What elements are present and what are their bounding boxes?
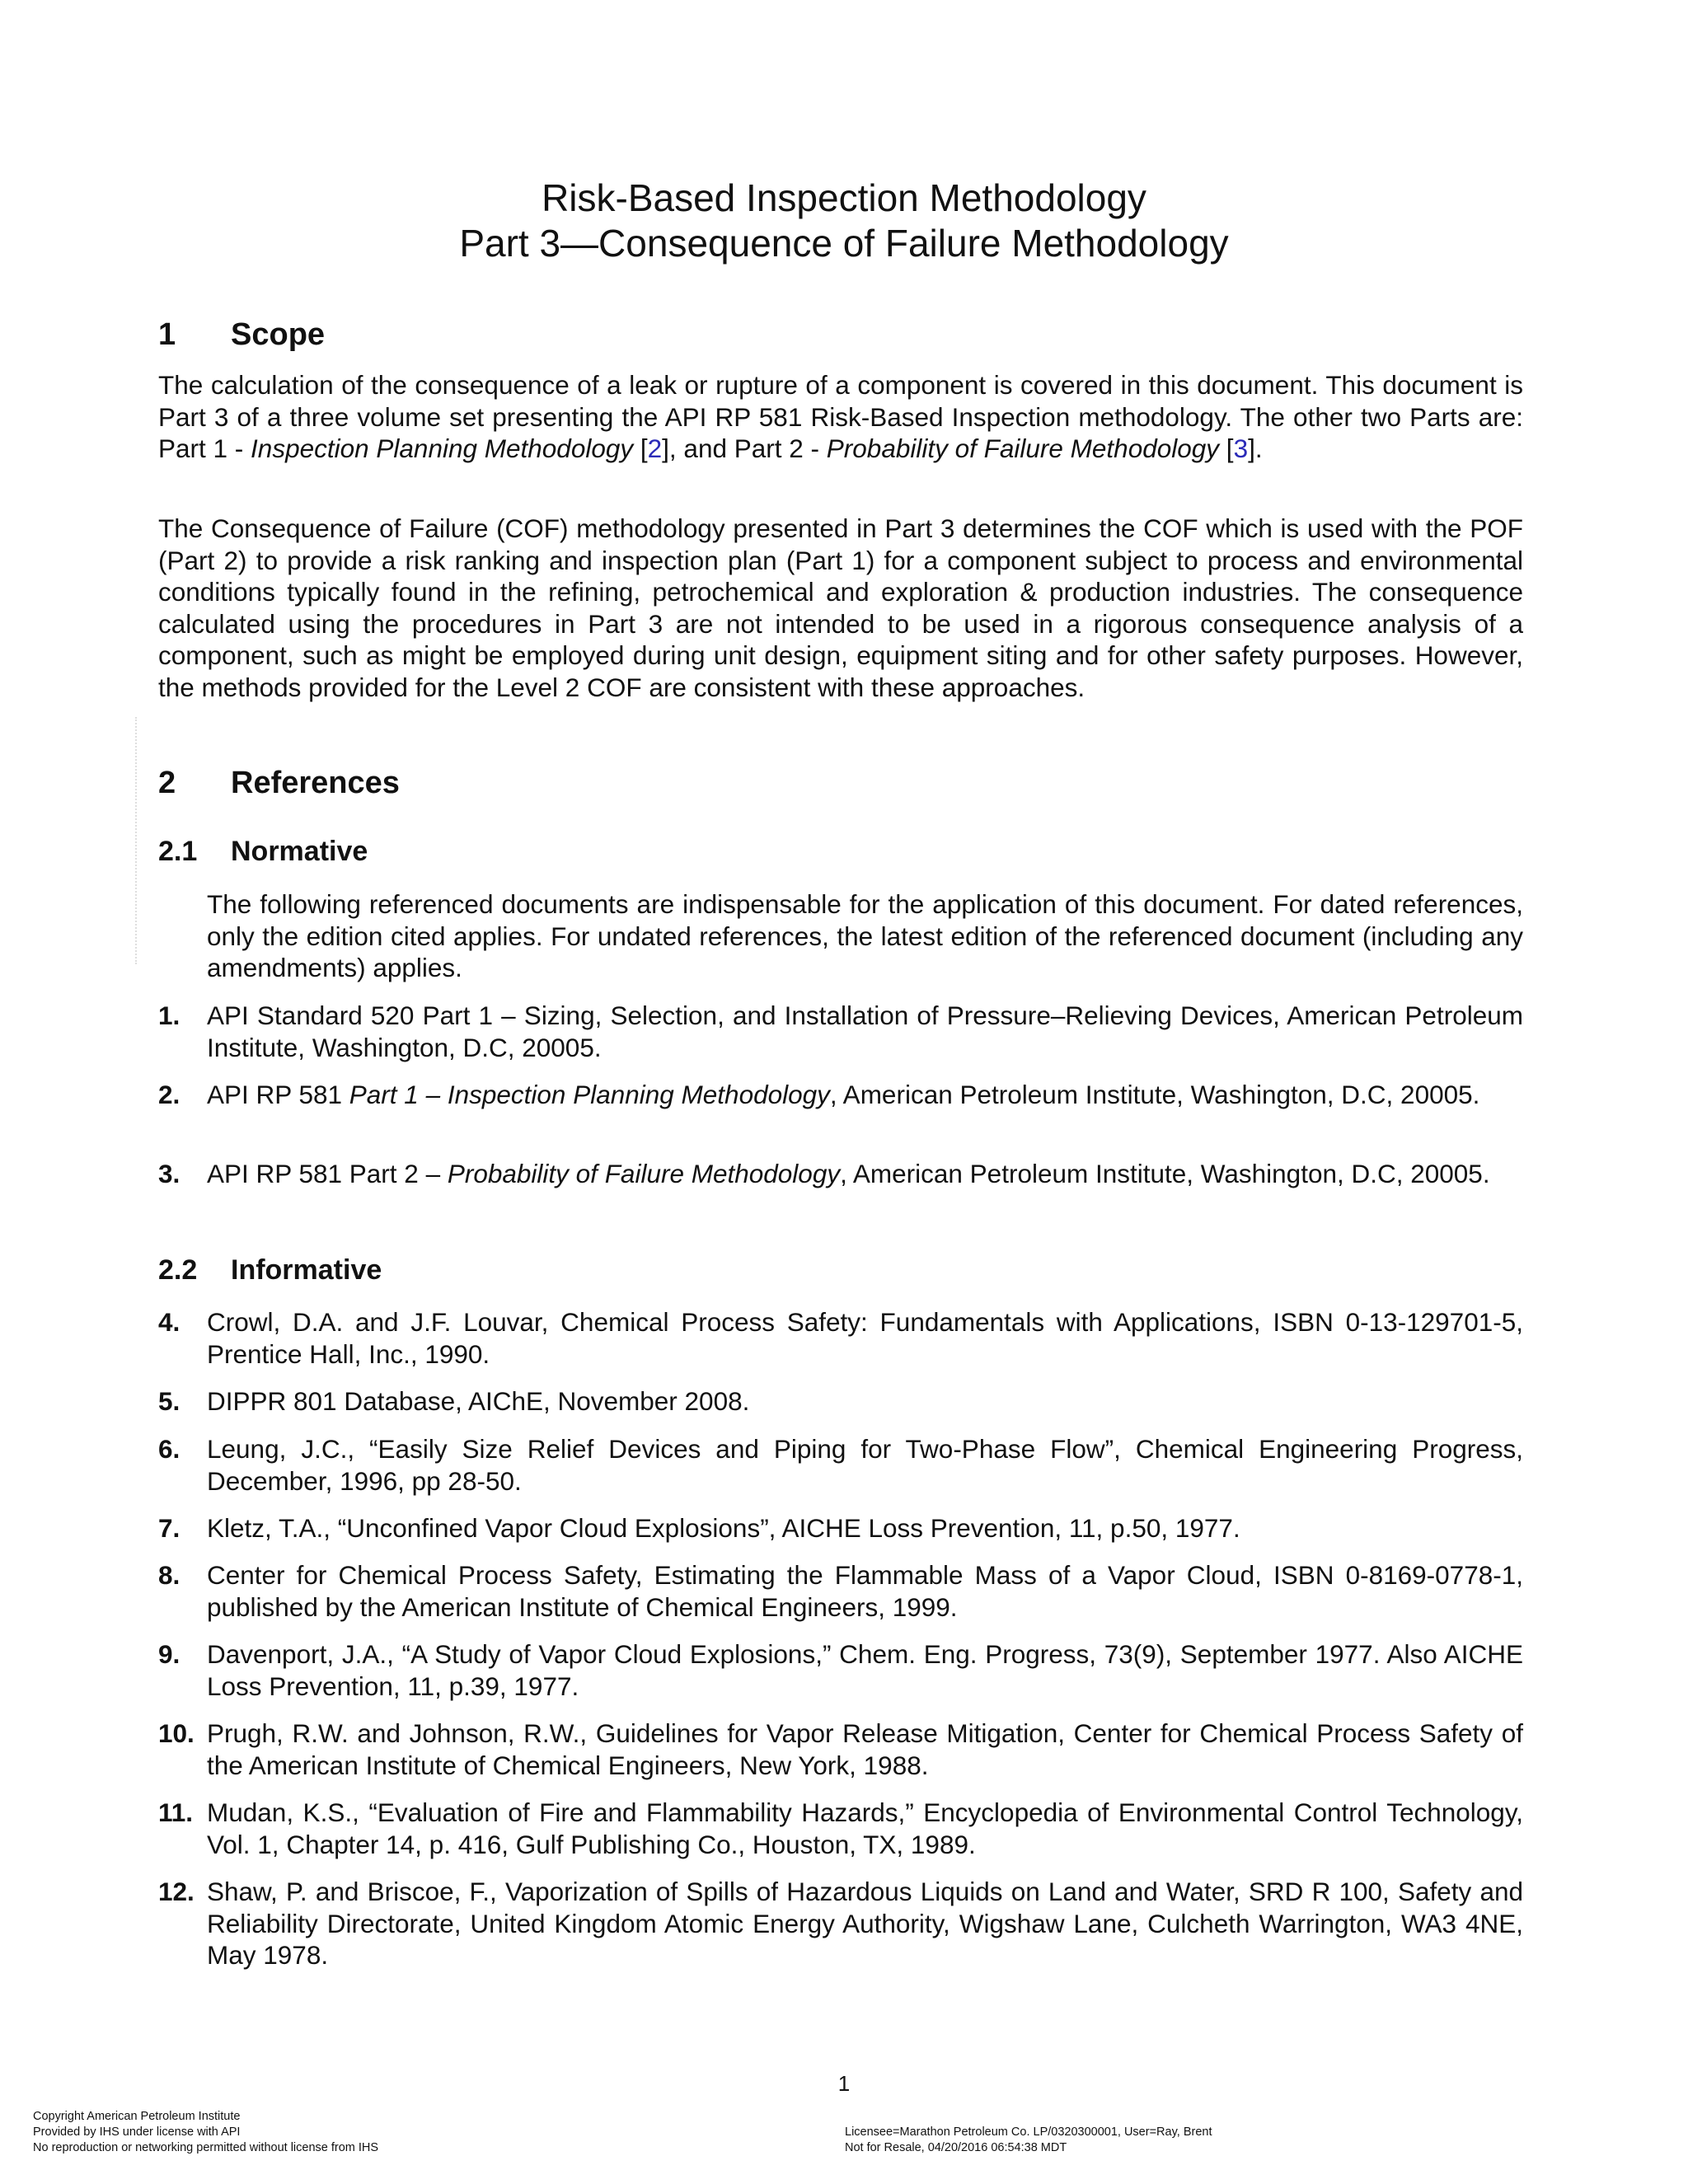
reference-number: 9. — [158, 1639, 181, 1669]
subsection-number: 2.2 — [158, 1254, 198, 1286]
scope-paragraph-2: The Consequence of Failure (COF) methodology presented in Part 3 determines the COF which is used with the POF (Part 2) to provide a risk ranking and inspection plan (Part 1) for a component subject to process and environmental conditions typically found in the refining, petrochemical and exploration & production industries. The consequence calculated using the procedures in Part 3 are not intended to be used in a rigorous consequence analysis of a component, such as might be employed during unit design, equipment siting and for other safety purposes. However, the methods provided for the Level 2 COF are consistent with these approaches. — [158, 513, 1523, 702]
text-run: [ — [633, 434, 648, 464]
document-title-line2: Part 3—Consequence of Failure Methodology — [459, 222, 1229, 265]
footer-line: Provided by IHS under license with API — [33, 2125, 241, 2139]
text-run: , American Petroleum Institute, Washington, D.C, 20005. — [840, 1159, 1490, 1188]
section-heading-references — [158, 764, 400, 802]
footer-line: Not for Resale, 04/20/2016 06:54:38 MDT — [845, 2141, 1067, 2154]
reference-text: Prugh, R.W. and Johnson, R.W., Guidelines for Vapor Release Mitigation, Center for Chemical Process Safety of the American Institute of Chemical Engineers, New York, 1988. — [207, 1718, 1523, 1780]
reference-number: 2. — [158, 1080, 181, 1109]
reference-text: DIPPR 801 Database, AIChE, November 2008. — [207, 1386, 750, 1416]
reference-text: Leung, J.C., “Easily Size Relief Devices and Piping for Two-Phase Flow”, Chemical Engineering Progress, December, 1996, pp 28-50. — [207, 1434, 1523, 1496]
reference-number: 5. — [158, 1386, 181, 1416]
reference-link-2[interactable]: 2 — [647, 434, 663, 464]
footer-line: No reproduction or networking permitted without license from IHS — [33, 2141, 379, 2154]
italic-title: Inspection Planning Methodology — [251, 434, 634, 464]
reference-number: 11. — [158, 1797, 194, 1827]
italic-title: Probability of Failure Methodology — [447, 1159, 841, 1188]
reference-item — [158, 1306, 1523, 1370]
reference-text — [207, 1158, 1523, 1190]
reference-number: 4. — [158, 1307, 181, 1337]
text-run: [ — [1219, 434, 1234, 464]
reference-item — [158, 1158, 1523, 1190]
reference-text: Center for Chemical Process Safety, Estimating the Flammable Mass of a Vapor Cloud, ISBN 0-8169-0778-1, published by the American Institute of Chemical Engineers, 1999. — [207, 1560, 1523, 1622]
reference-item — [158, 1512, 1523, 1544]
reference-item — [158, 1876, 1523, 1971]
reference-text: Davenport, J.A., “A Study of Vapor Cloud Explosions,” Chem. Eng. Progress, 73(9), September 1977. Also AICHE Loss Prevention, 11, p.39, 1977. — [207, 1639, 1523, 1701]
reference-item — [158, 1559, 1523, 1623]
reference-text: API Standard 520 Part 1 – Sizing, Selection, and Installation of Pressure–Relieving Devices, American Petroleum Institute, Washington, D.C, 20005. — [207, 1001, 1523, 1062]
reference-number: 12. — [158, 1877, 195, 1906]
normative-intro: The following referenced documents are indispensable for the application of this document. For dated references, only the edition cited applies. For undated references, the latest edition of the referenced document (including any amendments) applies. — [207, 889, 1523, 983]
text-run: The calculation of the consequence of a leak or rupture of a component is covered in this document. This document is Part 3 of a three volume set presenting the API RP 581 Risk-Based Inspection methodology. The other two Parts are: Part 1 - — [158, 370, 1523, 464]
text-run: API RP 581 Part 2 – — [207, 1159, 448, 1188]
section-title: References — [231, 766, 400, 800]
reference-number: 1. — [158, 1001, 181, 1030]
reference-text — [207, 1079, 1523, 1111]
subsection-title: Informative — [231, 1254, 382, 1286]
subsection-heading-normative — [158, 834, 368, 869]
reference-text: Kletz, T.A., “Unconfined Vapor Cloud Explosions”, AICHE Loss Prevention, 11, p.50, 1977. — [207, 1513, 1240, 1543]
section-number: 1 — [158, 317, 176, 352]
reference-item — [158, 1718, 1523, 1781]
reference-text: Shaw, P. and Briscoe, F., Vaporization of Spills of Hazardous Liquids on Land and Water, SRD R 100, Safety and Reliability Directorate, United Kingdom Atomic Energy Authority, Wigshaw Lane, Culcheth Warrington, WA3 4NE, May 1978. — [207, 1877, 1523, 1971]
text-run: API RP 581 — [207, 1080, 349, 1109]
italic-title: Probability of Failure Methodology — [826, 434, 1220, 464]
reference-number: 3. — [158, 1159, 181, 1188]
reference-item — [158, 1079, 1523, 1111]
italic-title: Part 1 – Inspection Planning Methodology — [349, 1080, 830, 1109]
footer-line: Licensee=Marathon Petroleum Co. LP/0320300001, User=Ray, Brent — [845, 2125, 1212, 2139]
reference-number: 7. — [158, 1513, 181, 1543]
text-run: ], and Part 2 - — [662, 434, 827, 464]
reference-text: Mudan, K.S., “Evaluation of Fire and Flammability Hazards,” Encyclopedia of Environmental Control Technology, Vol. 1, Chapter 14, p. 416, Gulf Publishing Co., Houston, TX, 1989. — [207, 1797, 1523, 1859]
reference-link-3[interactable]: 3 — [1233, 434, 1249, 464]
subsection-title: Normative — [231, 836, 368, 867]
reference-number: 8. — [158, 1560, 181, 1590]
text-run: , American Petroleum Institute, Washington, D.C, 20005. — [829, 1080, 1480, 1109]
section-heading-scope — [158, 316, 325, 354]
text-run: ]. — [1248, 434, 1263, 464]
page-number: 1 — [837, 2071, 851, 2096]
subsection-heading-informative — [158, 1253, 382, 1287]
footer-copyright — [33, 2109, 378, 2156]
footer-line: Copyright American Petroleum Institute — [33, 2110, 241, 2123]
vertical-watermark-strip — [135, 717, 142, 964]
scope-paragraph-1 — [158, 369, 1523, 465]
footer-license — [845, 2125, 1212, 2156]
reference-item — [158, 1433, 1523, 1497]
reference-number: 6. — [158, 1434, 181, 1464]
reference-item — [158, 1385, 1523, 1418]
section-number: 2 — [158, 766, 176, 800]
document-title-line1: Risk-Based Inspection Methodology — [542, 176, 1146, 219]
reference-item — [158, 1638, 1523, 1702]
reference-item — [158, 1797, 1523, 1860]
reference-text: Crowl, D.A. and J.F. Louvar, Chemical Process Safety: Fundamentals with Applications, ISBN 0-13-129701-5, Prentice Hall, Inc., 1990. — [207, 1307, 1523, 1369]
reference-item — [158, 1000, 1523, 1063]
reference-number: 10. — [158, 1718, 195, 1748]
subsection-number: 2.1 — [158, 836, 198, 867]
section-title: Scope — [231, 317, 326, 352]
